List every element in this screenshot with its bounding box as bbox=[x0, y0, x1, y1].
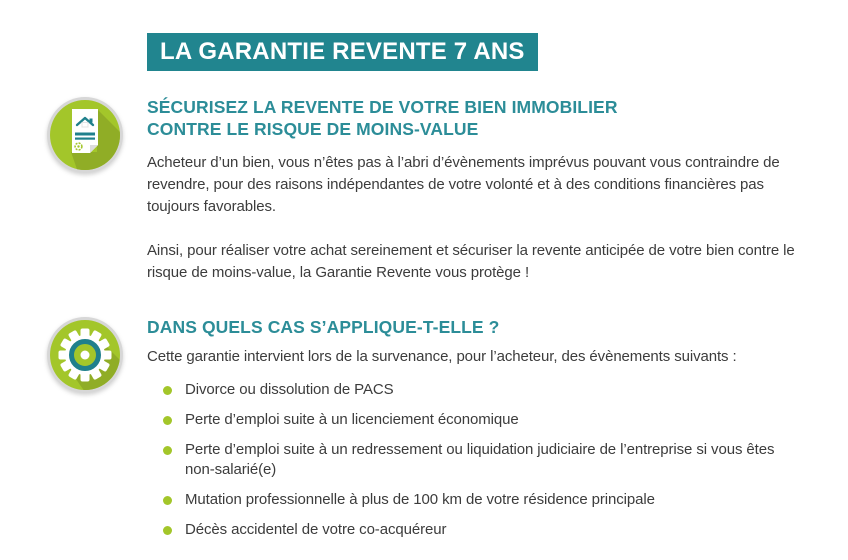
list-item bbox=[147, 410, 802, 430]
events-list bbox=[147, 380, 802, 540]
section1-heading-line1: SÉCURISEZ LA REVENTE DE VOTRE BIEN IMMOBILIER bbox=[147, 97, 618, 117]
section-securisez bbox=[147, 97, 819, 284]
page-title: LA GARANTIE REVENTE 7 ANS bbox=[160, 38, 525, 65]
list-item bbox=[147, 440, 802, 480]
list-item-text: Perte d’emploi suite à un licenciement économique bbox=[185, 410, 519, 428]
house-document-icon-svg bbox=[45, 95, 125, 175]
bullet-dot-icon bbox=[163, 496, 172, 505]
section1-heading-line2: CONTRE LE RISQUE DE MOINS-VALUE bbox=[147, 118, 479, 139]
list-item bbox=[147, 490, 802, 510]
list-item bbox=[147, 520, 802, 540]
bullet-dot-icon bbox=[163, 416, 172, 425]
list-item-text: Mutation professionnelle à plus de 100 km de votre résidence principale bbox=[185, 490, 655, 508]
page-title-banner bbox=[147, 33, 538, 71]
section1-paragraph2: Ainsi, pour réaliser votre achat sereinement et sécuriser la revente anticipée de votre bien contre le risque de moins-value, la Garantie Revente vous protège ! bbox=[147, 242, 795, 281]
house-document-icon bbox=[45, 95, 125, 175]
list-item-text: Décès accidentel de votre co-acquéreur bbox=[185, 520, 447, 538]
section1-paragraph1: Acheteur d’un bien, vous n’êtes pas à l’abri d’évènements imprévus pouvant vous contraindre de revendre, pour des raisons indépendantes de votre volonté et à des conditions financières pas toujours favorables. bbox=[147, 154, 780, 215]
section2-heading: DANS QUELS CAS S’APPLIQUE-T-ELLE ? bbox=[147, 317, 500, 337]
bullet-dot-icon bbox=[163, 386, 172, 395]
list-item-text: Divorce ou dissolution de PACS bbox=[185, 380, 394, 398]
gear-icon bbox=[45, 315, 125, 395]
list-item-text: Perte d’emploi suite à un redressement ou liquidation judiciaire de l’entreprise si vous êtes non-salarié(e) bbox=[185, 440, 775, 478]
list-item bbox=[147, 380, 802, 400]
gear-icon-svg bbox=[45, 315, 125, 395]
section2-intro: Cette garantie intervient lors de la survenance, pour l’acheteur, des évènements suivants : bbox=[147, 347, 737, 365]
section-cas-application bbox=[147, 317, 819, 550]
bullet-dot-icon bbox=[163, 446, 172, 455]
section1-heading bbox=[147, 97, 819, 140]
bullet-dot-icon bbox=[163, 526, 172, 535]
